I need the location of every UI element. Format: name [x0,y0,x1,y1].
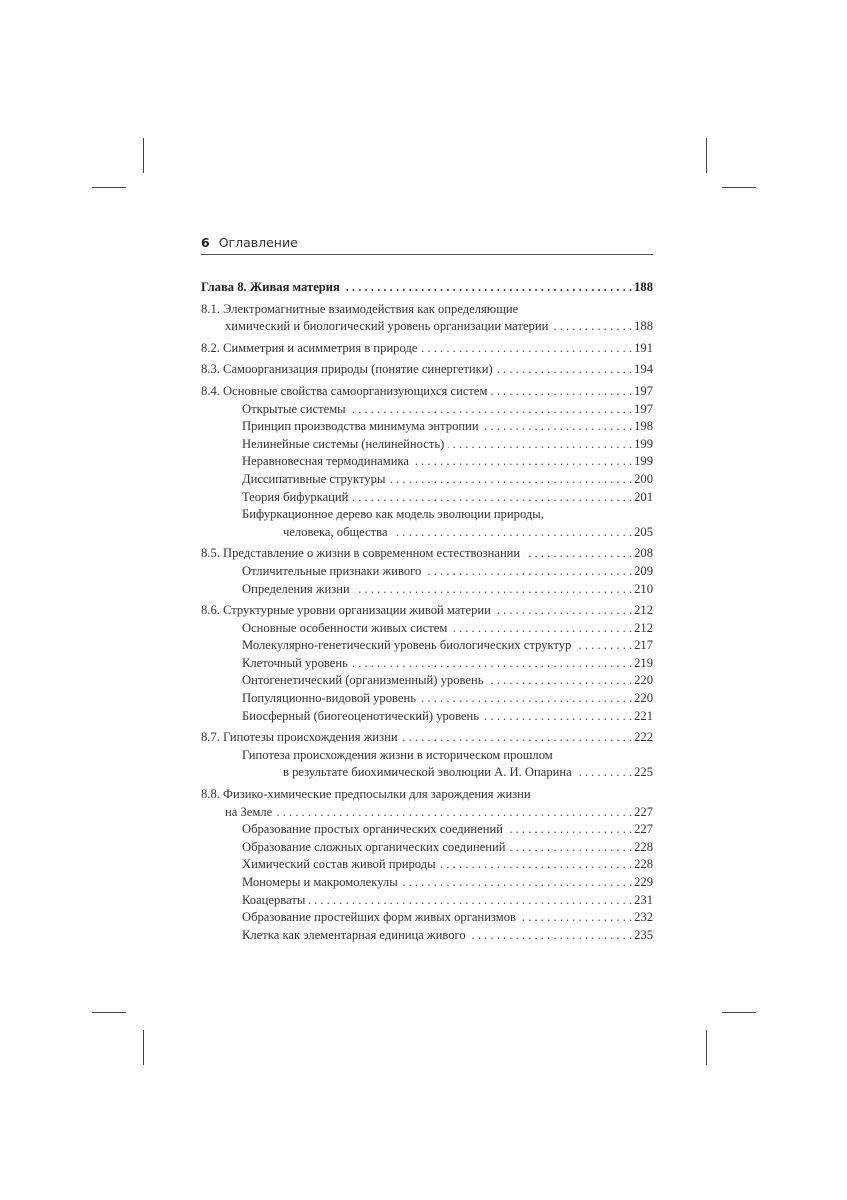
entry-row [201,804,653,822]
dot-leader [344,279,632,297]
page-ref: 227 [634,822,653,837]
crop-mark [722,187,756,188]
crop-mark [143,138,144,173]
toc-section [201,383,653,541]
subsection-entry[interactable] [201,856,653,874]
dot-leader [524,545,632,563]
page-ref: 212 [634,603,653,618]
subsection-entry[interactable] [201,620,653,638]
dot-leader [497,361,632,379]
page-ref: 199 [634,454,653,469]
chapter-title: Глава 8. Живая материя [201,280,340,294]
page-ref: 200 [634,471,653,486]
entry-row [242,563,653,581]
section-entry[interactable] [201,361,653,379]
toc-section [201,340,653,358]
subsection-entry[interactable] [201,436,653,454]
entry-title: Образование сложных органических соединений [242,839,506,854]
section-entry[interactable] [201,301,653,336]
entry-title: 8.2. Симметрия и асимметрия в природе [201,340,418,355]
entry-title: Основные особенности живых систем [242,620,448,635]
dot-leader [354,581,632,599]
entry-row [242,436,653,454]
section-entry[interactable] [201,786,653,821]
dot-leader [470,927,632,945]
dot-leader [448,436,632,454]
dot-leader [420,690,632,708]
crop-mark [706,138,707,173]
dot-leader [576,764,632,782]
dot-leader [510,839,633,857]
subsection-entry[interactable] [201,672,653,690]
entry-title: Клеточный уровень [242,655,348,670]
page-ref: 228 [634,839,653,854]
entry-title-line: Гипотеза происхождения жизни в историческом прошлом [242,747,553,762]
page-ref: 197 [634,383,653,398]
dot-leader [487,672,632,690]
entry-title: Коацерваты [242,892,306,907]
entry-row [201,318,653,336]
entry-title: Нелинейные системы (нелинейность) [242,436,445,451]
entry-title: Отличительные признаки живого [242,563,422,578]
section-entry[interactable] [201,383,653,401]
page-ref: 194 [634,362,653,377]
crop-mark [143,1030,144,1065]
entry-row [242,690,653,708]
entry-row [242,856,653,874]
entry-row [242,839,653,857]
entry-row [201,545,653,563]
entry-row [242,927,653,945]
entry-title: Молекулярно-генетический уровень биологических структур [242,638,572,653]
page-ref: 235 [634,927,653,942]
dot-leader [520,909,632,927]
entry-title: 8.5. Представление о жизни в современном естествознании [201,546,521,561]
entry-row [242,489,653,507]
subsection-entry[interactable] [201,637,653,655]
subsection-entry[interactable] [201,708,653,726]
dot-leader [483,708,632,726]
toc-section [201,301,653,336]
crop-mark [722,1012,756,1013]
entry-title: Принцип производства минимума энтропии [242,419,479,434]
dot-leader [389,471,632,489]
entry-title: химический и биологический уровень организации материи [225,319,549,334]
section-entry[interactable] [201,545,653,563]
section-entry[interactable] [201,729,653,747]
crop-mark [706,1030,707,1065]
dot-leader [495,602,632,620]
dot-leader [392,524,633,542]
entry-title: Неравновесная термодинамика [242,454,409,469]
subsection-entry[interactable] [201,471,653,489]
page-ref: 217 [634,638,653,653]
entry-row [201,340,653,358]
entry-title: 8.4. Основные свойства самоорганизующихся систем [201,383,488,398]
entry-row [242,581,653,599]
crop-mark [92,1012,126,1013]
entry-title: Биосферный (биогеоценотический) уровень [242,708,480,723]
subsection-entry[interactable] [201,747,653,782]
dot-leader [350,401,632,419]
subsection-entry[interactable] [201,892,653,910]
subsection-entry[interactable] [201,489,653,507]
entry-title: Теория бифуркаций [242,489,349,504]
page-ref: 188 [634,319,653,334]
page-ref: 220 [634,673,653,688]
entry-title: Онтогенетический (организменный) уровень [242,673,484,688]
page-ref: 205 [634,524,653,539]
entry-title: на Земле [225,804,273,819]
entry-title: 8.7. Гипотезы происхождения жизни [201,730,398,745]
entry-row [242,764,653,782]
entry-title-line: 8.1. Электромагнитные взаимодействия как определяющие [201,301,519,316]
page-ref: 212 [634,620,653,635]
subsection-entry[interactable] [201,563,653,581]
entry-row [242,471,653,489]
section-entry[interactable] [201,340,653,358]
entry-title: Мономеры и макромолекулы [242,875,398,889]
subsection-entry[interactable] [201,690,653,708]
subsection-entry[interactable] [201,821,653,839]
dot-leader [421,340,632,358]
entry-row [201,383,653,401]
entry-title: в результате биохимической эволюции А. И. Опарина [283,765,572,780]
page-ref: 210 [634,581,653,596]
dot-leader [507,821,632,839]
entry-row [242,637,653,655]
subsection-entry[interactable] [201,839,653,857]
subsection-entry[interactable] [201,453,653,471]
entry-title: Открытые системы [242,401,346,416]
dot-leader [402,874,632,892]
entry-row [201,361,653,379]
dot-leader [352,655,632,673]
toc-section [201,545,653,598]
entry-title: Популяционно-видовой уровень [242,691,416,706]
subsection-entry[interactable] [201,909,653,927]
page-ref: 219 [634,655,653,670]
page-ref: 198 [634,419,653,434]
subsection-entry[interactable] [201,874,653,892]
subsection-entry[interactable] [201,655,653,673]
page-ref: 220 [634,691,653,706]
entry-row [242,708,653,726]
page-ref: 229 [634,875,653,889]
page-ref: 227 [634,804,653,819]
page-ref: 221 [634,708,653,723]
entry-row [201,729,653,747]
dot-leader [309,892,632,910]
dot-leader [483,418,632,436]
entry-row [242,418,653,436]
dot-leader [413,453,632,471]
entry-title: 8.6. Структурные уровни организации живой материи [201,603,491,618]
entry-title: человека, общества [283,524,388,539]
dot-leader [451,620,632,638]
entry-row [242,874,653,892]
dot-leader [402,729,633,747]
entry-title-line: Бифуркационное дерево как модель эволюции природы, [242,507,544,522]
page-ref: 222 [634,730,653,745]
dot-leader [552,318,632,336]
dot-leader [425,563,632,581]
dot-leader [491,383,632,401]
subsection-entry[interactable] [201,506,653,541]
page-ref: 199 [634,436,653,451]
page-ref: 197 [634,401,653,416]
page-ref: 209 [634,563,653,578]
section-entry[interactable] [201,602,653,620]
entry-title: Определения жизни [242,581,350,596]
entry-row [242,821,653,839]
subsection-entry[interactable] [201,927,653,945]
subsection-entry[interactable] [201,418,653,436]
toc-section [201,361,653,379]
toc-section [201,786,653,944]
entry-title: Образование простых органических соединений [242,822,503,837]
entry-row [242,909,653,927]
page-ref: 231 [634,892,653,907]
toc-section [201,602,653,725]
crop-mark [92,187,126,188]
page-ref: 228 [634,857,653,872]
entry-row [201,602,653,620]
table-of-contents [201,279,653,944]
entry-title: Химический состав живой природы [242,857,436,872]
entry-row [242,453,653,471]
entry-row [242,524,653,542]
page-ref: 191 [634,340,653,355]
entry-title: Клетка как элементарная единица живого [242,927,466,942]
page-number: 6 [201,235,210,250]
page-ref: 232 [634,910,653,925]
dot-leader [575,637,632,655]
entry-title-line: 8.8. Физико-химические предпосылки для зарождения жизни [201,787,531,802]
chapter-entry[interactable] [201,279,653,297]
entry-row [242,655,653,673]
entry-row [242,620,653,638]
entry-row [242,401,653,419]
entry-title: Образование простейших форм живых организмов [242,910,516,925]
entry-title: 8.3. Самоорганизация природы (понятие синергетики) [201,362,493,377]
running-title: Оглавление [218,235,298,250]
page-ref: 188 [634,280,653,294]
entry-row [242,892,653,910]
subsection-entry[interactable] [201,581,653,599]
subsection-entry[interactable] [201,401,653,419]
entry-row [242,672,653,690]
dot-leader [276,804,632,822]
dot-leader [440,856,632,874]
page-ref: 225 [634,765,653,780]
dot-leader [352,489,632,507]
entry-title: Диссипативные структуры [242,471,386,486]
toc-section [201,729,653,782]
page-ref: 208 [634,546,653,561]
page-ref: 201 [634,489,653,504]
running-header [201,235,653,255]
